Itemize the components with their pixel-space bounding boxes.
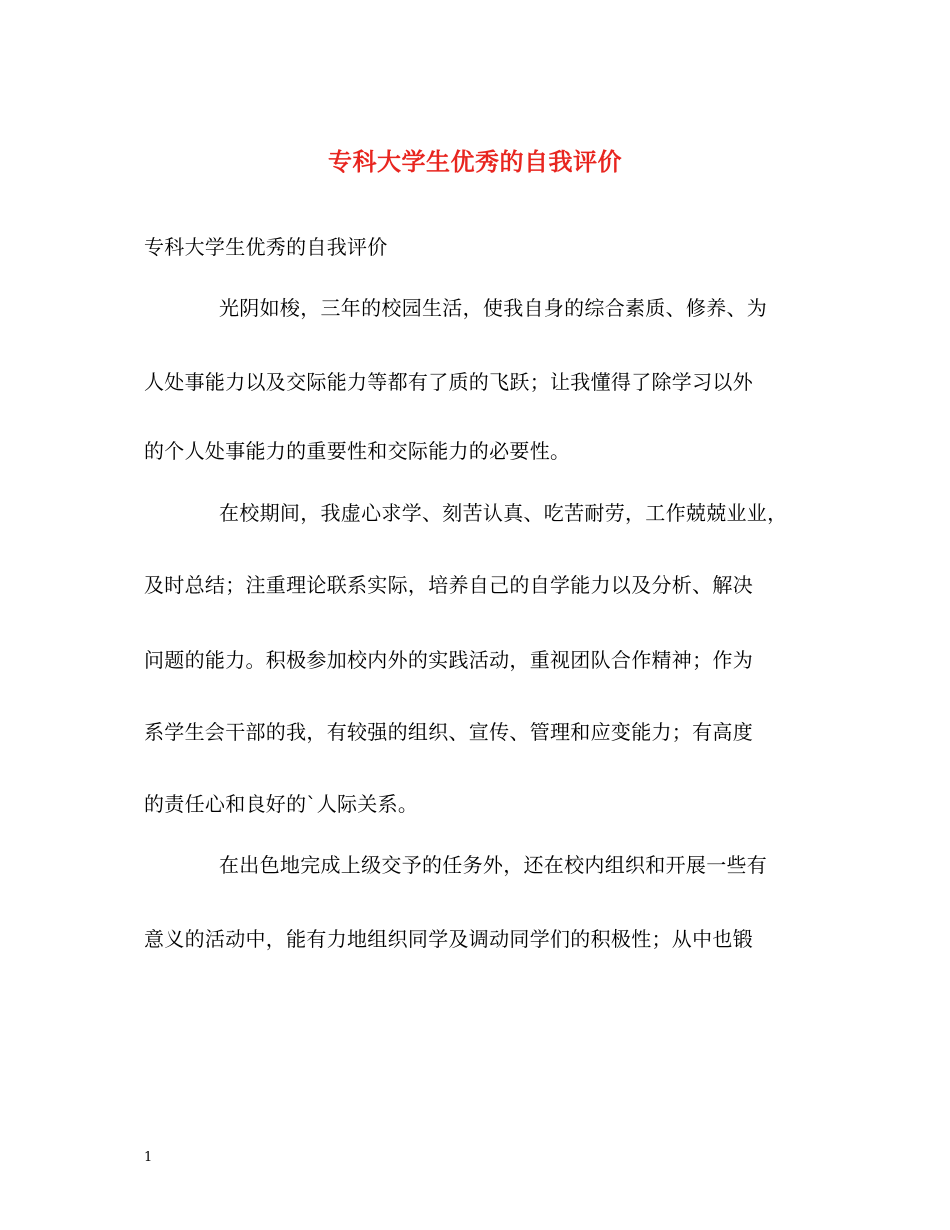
body-line: 及时总结；注重理论联系实际，培养自己的自学能力以及分析、解决	[144, 573, 753, 597]
body-line: 意义的活动中，能有力地组织同学及调动同学们的积极性；从中也锻	[144, 927, 753, 951]
body-line: 光阴如梭，三年的校园生活，使我自身的综合素质、修养、为	[219, 296, 768, 320]
body-line: 人处事能力以及交际能力等都有了质的飞跃；让我懂得了除学习以外	[144, 370, 753, 394]
document-subtitle: 专科大学生优秀的自我评价	[144, 235, 388, 259]
body-line: 在出色地完成上级交予的任务外，还在校内组织和开展一些有	[219, 853, 768, 877]
page-number: 1	[144, 1150, 153, 1165]
body-line: 问题的能力。积极参加校内外的实践活动，重视团队合作精神；作为	[144, 648, 753, 672]
body-line: 在校期间，我虚心求学、刻苦认真、吃苦耐劳，工作兢兢业业，	[219, 501, 788, 525]
body-line: 系学生会干部的我，有较强的组织、宣传、管理和应变能力；有高度	[144, 720, 753, 744]
document-title: 专科大学生优秀的自我评价	[328, 147, 622, 176]
body-line: 的责任心和良好的`人际关系。	[144, 792, 419, 816]
body-line: 的个人处事能力的重要性和交际能力的必要性。	[144, 439, 571, 463]
